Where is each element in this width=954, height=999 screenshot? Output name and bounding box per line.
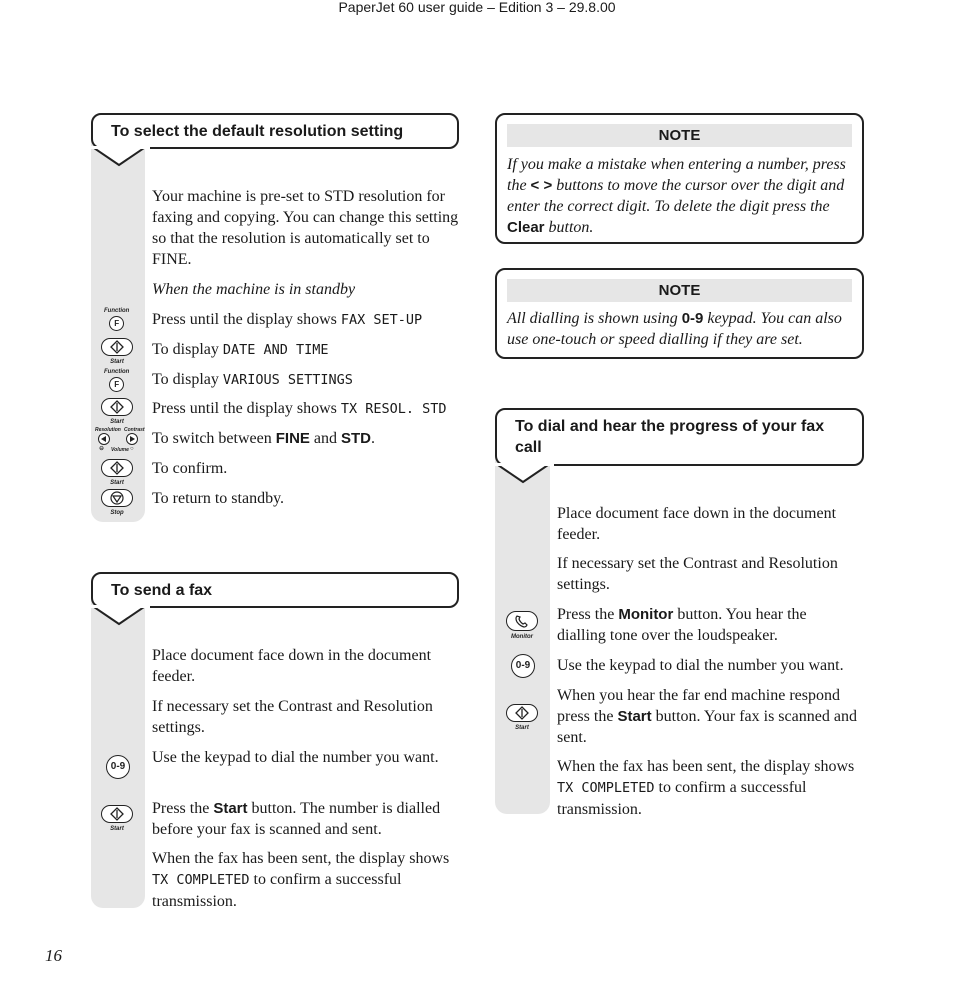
resolution-section-title [91, 113, 459, 149]
page-number: 16 [45, 946, 62, 965]
display-text: VARIOUS SETTINGS [222, 372, 353, 388]
send-section-title [91, 572, 459, 608]
start-button-icon: Start [101, 338, 133, 365]
dial-para-3: Press the Monitor button. You hear the dialling tone over the loudspeaker. [557, 606, 807, 644]
dial-para-5: When you hear the far end machine respond press the Start button. Your fax is scanned and sent. [557, 687, 857, 746]
start-button-icon: Start [506, 704, 538, 731]
dial-para-1: Place document face down in the document feeder. [557, 505, 837, 543]
stop-button-icon: Stop [101, 489, 133, 516]
resolution-step-4: Press until the display shows TX RESOL. STD [152, 400, 447, 417]
send-para-3: Use the keypad to dial the number you want. [152, 749, 439, 766]
dial-para-2: If necessary set the Contrast and Resolution settings. [557, 555, 838, 593]
send-title-text: To send a fax [111, 582, 213, 599]
monitor-button-icon: Monitor [506, 611, 538, 640]
dial-title-notch [494, 463, 554, 485]
start-button-icon: Start [101, 459, 133, 486]
resolution-title-notch [90, 146, 150, 168]
dial-para-6: When the fax has been sent, the display shows TX COMPLETED to confirm a successful transmission. [557, 758, 855, 818]
function-button-icon: Function F [104, 369, 129, 392]
send-para-1: Place document face down in the document feeder. [152, 647, 432, 685]
running-header: PaperJet 60 user guide – Edition 3 – 29.8.00 [338, 0, 616, 15]
start-button-icon: Start [101, 398, 133, 425]
function-button-icon: Function F [104, 308, 129, 331]
resolution-step-3: To display VARIOUS SETTINGS [152, 371, 353, 388]
resolution-contrast-icon: Resolution Contrast ⊖ Volume ○ [95, 427, 145, 453]
note-box-1 [495, 113, 864, 244]
keypad-icon: 0-9 [106, 755, 130, 779]
resolution-intro: Your machine is pre-set to STD resolution for faxing and copying. You can change this setting so that the resolution is automatically set to FINE. [152, 188, 459, 268]
resolution-step-6: To confirm. [152, 460, 228, 477]
send-para-4: Press the Start button. The number is dialled before your fax is scanned and sent. [152, 800, 441, 838]
dial-title-text: To dial and hear the progress of your fax call [515, 418, 825, 456]
dial-para-4: Use the keypad to dial the number you want. [557, 657, 844, 674]
keypad-icon: 0-9 [511, 654, 535, 678]
resolution-title-text: To select the default resolution setting [111, 123, 404, 140]
note-heading: NOTE [507, 279, 852, 302]
dial-section-title [495, 408, 864, 466]
resolution-step-7: To return to standby. [152, 490, 285, 507]
display-text: FAX SET-UP [340, 312, 423, 328]
note-text: All dialling is shown using 0-9 keypad. You can also use one-touch or speed dialling if they are set. [507, 310, 842, 348]
send-para-5: When the fax has been sent, the display shows TX COMPLETED to confirm a successful transmission. [152, 850, 450, 910]
resolution-step-1: Press until the display shows FAX SET-UP [152, 311, 423, 328]
resolution-step-2: To display DATE AND TIME [152, 341, 329, 358]
note-heading: NOTE [507, 124, 852, 147]
note-text: If you make a mistake when entering a number, press the < > buttons to move the cursor over the digit and enter the correct digit. To delete the digit press the Clear button. [507, 156, 846, 236]
note-box-2 [495, 268, 864, 359]
resolution-step-5: To switch between FINE and STD. [152, 430, 376, 447]
display-text: TX RESOL. STD [340, 401, 447, 417]
start-button-icon: Start [101, 805, 133, 832]
send-icon-strip [91, 592, 145, 908]
display-text: DATE AND TIME [222, 342, 329, 358]
send-para-2: If necessary set the Contrast and Resolution settings. [152, 698, 433, 736]
resolution-condition: When the machine is in standby [152, 281, 356, 298]
send-title-notch [90, 605, 150, 627]
